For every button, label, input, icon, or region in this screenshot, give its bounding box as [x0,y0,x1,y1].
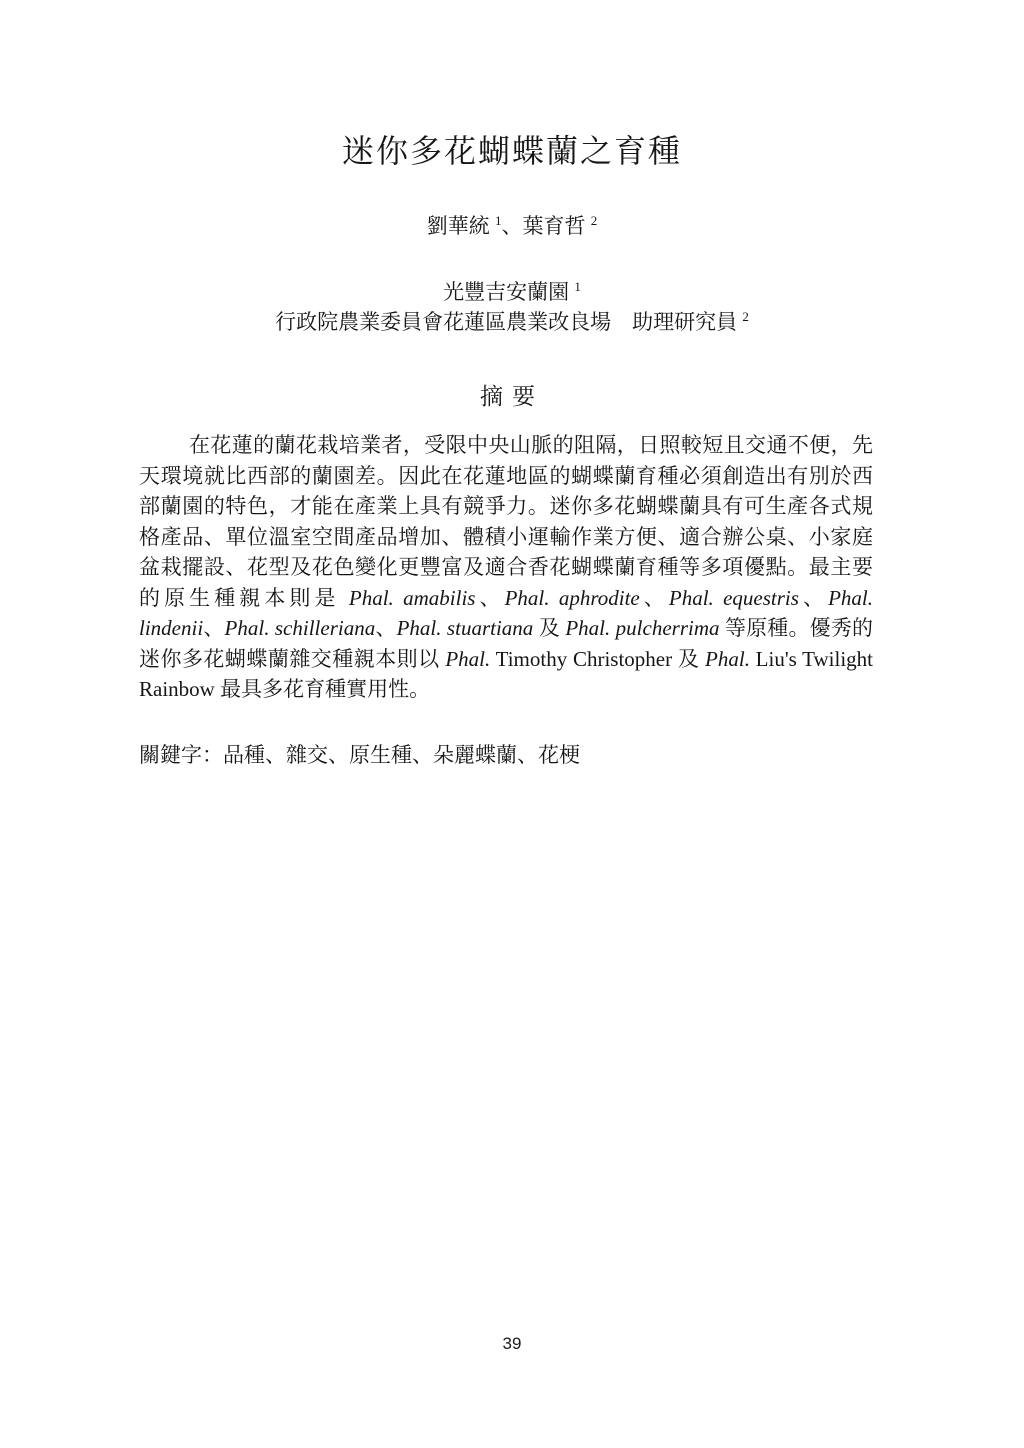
abstract-heading: 摘要 [480,384,544,409]
affiliation-line-2: 行政院農業委員會花蓮區農業改良場 助理研究員 $^2$ [275,309,749,334]
page-number: 39 [502,1334,522,1353]
abstract-paragraph: 在花蓮的蘭花栽培業者，受限中央山脈的阻隔，日照較短且交通不便，先天環境就比西部的蘭園差。因此在花蓮地區的蝴蝶蘭育種必須創造出有別於西部蘭園的特色，才能在產業上具有競爭力。迷你多花蝴蝶蘭具有可生產各式規格產品、單位溫室空間產品增加、體積小運輸作業方便、適合辦公桌、小家庭盆栽擺設、花型及花色變化更豐富及適合香花蝴蝶蘭育種等多項優點。最主要的原生種親本則是 Phal. amabilis、Phal. aphrodite、Phal. equestris、Phal. lindenii、Phal. schilleriana、Phal. stuartiana 及 Phal. pulcherrima 等原種。優秀的迷你多花蝴蝶蘭雜交種親本則以 Phal. Timothy Christopher 及 Phal. Liu's Twilight Rainbow 最具多花育種實用性。 [139,433,874,701]
authors-line: 劉華統 $^1$、葉育哲 $^2$ [426,213,598,238]
keywords-line: 關鍵字：品種、雜交、原生種、朵麗蝶蘭、花梗 [139,743,580,767]
paper-title: 迷你多花蝴蝶蘭之育種 [341,133,682,169]
affiliation-line-1: 光豐吉安蘭園 $^1$ [443,279,581,304]
